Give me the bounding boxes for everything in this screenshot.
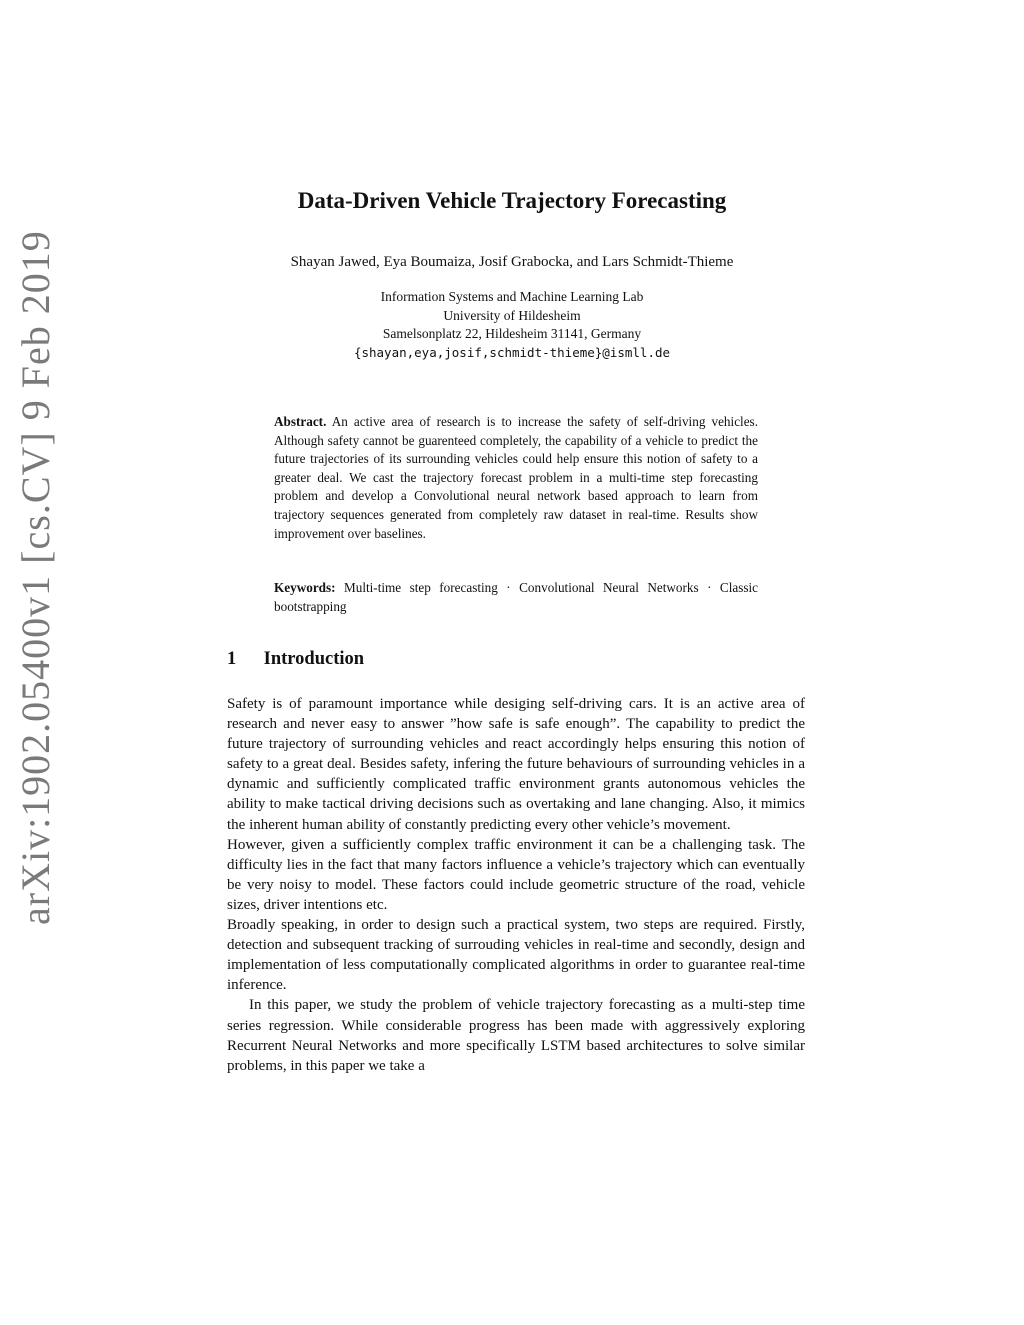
paragraph: In this paper, we study the problem of vehicle trajectory forecasting as a multi-step time series regression. While considerable progress has been made with aggressively exploring Recurrent Neural Networks and more specifically LSTM based architectures to solve similar problems, in this paper we take a (227, 997, 805, 1074)
paragraph: Safety is of paramount importance while desiging self-driving cars. It is an active area of research and never easy to answer ”how safe is safe enough”. The capability to predict the future trajectory of surrounding vehicles and react accordingly helps ensuring this notion of safety to a great deal. Besides safety, infering the future behaviours of surrounding vehicles in a dynamic and sufficiently complicated traffic environment grants autonomous vehicles the ability to make tactical driving decisions such as overtaking and lane changing. Also, it mimics the inherent human ability of constantly predicting every other vehicle’s movement. (227, 696, 805, 833)
arxiv-identifier: arXiv:1902.05400v1 [cs.CV] 9 Feb 2019 (13, 230, 58, 925)
section-heading-introduction (227, 649, 364, 670)
keywords (274, 579, 758, 616)
affiliation-email: {shayan,eya,josif,schmidt-thieme}@ismll.de (353, 344, 671, 360)
introduction-body (227, 694, 805, 1076)
affiliation-address: Samelsonplatz 22, Hildesheim 31141, Germany (382, 326, 642, 341)
affiliation-lab: Information Systems and Machine Learning Lab (380, 289, 644, 304)
paper-title: Data-Driven Vehicle Trajectory Forecasting (297, 188, 727, 213)
affiliation-university: University of Hildesheim (443, 307, 581, 323)
abstract (274, 413, 758, 543)
section-number: 1 (227, 649, 237, 669)
keywords-label: Keywords: (274, 580, 336, 595)
keywords-text: Multi-time step forecasting · Convolutional Neural Networks · Classic bootstrapping (274, 580, 759, 614)
affiliation-block (0, 288, 1024, 362)
abstract-label: Abstract. (274, 414, 327, 429)
abstract-text: An active area of research is to increase the safety of self-driving vehicles. Although safety cannot be guarenteed completely, the capability of a vehicle to predict the future trajectories of its surrounding vehicles could help ensure this notion of safety to a greater deal. We cast the trajectory forecast problem in a multi-time step forecasting problem and develop a Convolutional neural network based approach to learn from trajectory sequences generated from completely raw dataset in real-time. Results show improvement over baselines. (274, 414, 758, 541)
paragraph: However, given a sufficiently complex traffic environment it can be a challenging task. The difficulty lies in the fact that many factors influence a vehicle’s trajectory which can eventually be very noisy to model. These factors could include geometric structure of the road, vehicle sizes, driver intentions etc. (227, 836, 805, 913)
section-title: Introduction (263, 649, 365, 669)
paragraph: Broadly speaking, in order to design such a practical system, two steps are required. Firstly, detection and subsequent tracking of surrouding vehicles in real-time and secondly, design and implementation of less computationally complicated algorithms in order to guarantee real-time inference. (227, 917, 805, 994)
author-list: Shayan Jawed, Eya Boumaiza, Josif Grabocka, and Lars Schmidt-Thieme (290, 254, 734, 270)
